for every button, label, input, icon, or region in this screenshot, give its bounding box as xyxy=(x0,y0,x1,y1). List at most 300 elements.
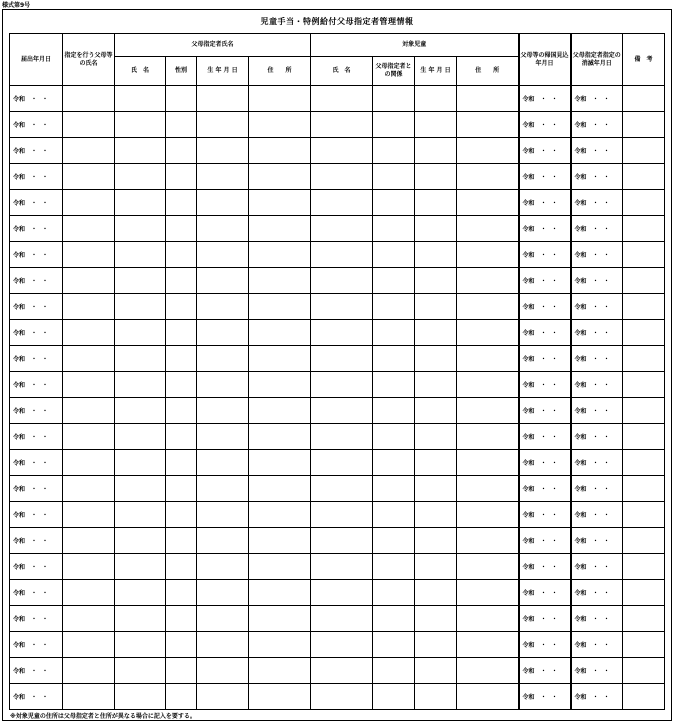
entry-cell[interactable] xyxy=(115,528,166,554)
entry-cell[interactable] xyxy=(623,164,665,190)
entry-cell[interactable] xyxy=(623,684,665,710)
entry-cell[interactable] xyxy=(373,476,415,502)
lapse-date-cell[interactable] xyxy=(571,658,623,684)
entry-cell[interactable] xyxy=(415,372,457,398)
lapse-date-cell[interactable] xyxy=(571,450,623,476)
lapse-date-cell[interactable] xyxy=(571,86,623,112)
entry-cell[interactable] xyxy=(166,632,197,658)
entry-cell[interactable] xyxy=(623,476,665,502)
notification-date-cell[interactable] xyxy=(10,216,63,242)
entry-cell[interactable] xyxy=(197,398,249,424)
entry-cell[interactable] xyxy=(373,164,415,190)
entry-cell[interactable] xyxy=(249,476,311,502)
entry-cell[interactable] xyxy=(249,164,311,190)
entry-cell[interactable] xyxy=(115,164,166,190)
lapse-date-cell[interactable] xyxy=(571,424,623,450)
entry-cell[interactable] xyxy=(166,138,197,164)
lapse-date-cell[interactable] xyxy=(571,268,623,294)
entry-cell[interactable] xyxy=(249,138,311,164)
entry-cell[interactable] xyxy=(623,528,665,554)
notification-date-cell[interactable] xyxy=(10,398,63,424)
entry-cell[interactable] xyxy=(373,554,415,580)
notification-date-cell[interactable] xyxy=(10,476,63,502)
entry-cell[interactable] xyxy=(63,554,115,580)
entry-cell[interactable] xyxy=(415,138,457,164)
entry-cell[interactable] xyxy=(311,112,373,138)
entry-cell[interactable] xyxy=(415,632,457,658)
entry-cell[interactable] xyxy=(63,138,115,164)
entry-cell[interactable] xyxy=(197,164,249,190)
lapse-date-cell[interactable] xyxy=(571,190,623,216)
entry-cell[interactable] xyxy=(197,216,249,242)
end-date-cell[interactable] xyxy=(519,424,571,450)
entry-cell[interactable] xyxy=(63,372,115,398)
notification-date-cell[interactable] xyxy=(10,450,63,476)
entry-cell[interactable] xyxy=(415,86,457,112)
entry-cell[interactable] xyxy=(115,658,166,684)
notification-date-cell[interactable] xyxy=(10,424,63,450)
entry-cell[interactable] xyxy=(197,632,249,658)
entry-cell[interactable] xyxy=(63,216,115,242)
entry-cell[interactable] xyxy=(311,424,373,450)
entry-cell[interactable] xyxy=(373,398,415,424)
entry-cell[interactable] xyxy=(457,528,519,554)
entry-cell[interactable] xyxy=(63,580,115,606)
notification-date-cell[interactable] xyxy=(10,684,63,710)
entry-cell[interactable] xyxy=(623,216,665,242)
entry-cell[interactable] xyxy=(249,502,311,528)
end-date-cell[interactable] xyxy=(519,216,571,242)
entry-cell[interactable] xyxy=(623,502,665,528)
entry-cell[interactable] xyxy=(415,112,457,138)
entry-cell[interactable] xyxy=(623,86,665,112)
end-date-cell[interactable] xyxy=(519,580,571,606)
lapse-date-cell[interactable] xyxy=(571,632,623,658)
entry-cell[interactable] xyxy=(623,632,665,658)
entry-cell[interactable] xyxy=(457,450,519,476)
entry-cell[interactable] xyxy=(457,684,519,710)
entry-cell[interactable] xyxy=(623,294,665,320)
notification-date-cell[interactable] xyxy=(10,320,63,346)
entry-cell[interactable] xyxy=(415,268,457,294)
lapse-date-cell[interactable] xyxy=(571,346,623,372)
entry-cell[interactable] xyxy=(311,476,373,502)
lapse-date-cell[interactable] xyxy=(571,372,623,398)
entry-cell[interactable] xyxy=(197,424,249,450)
entry-cell[interactable] xyxy=(373,684,415,710)
entry-cell[interactable] xyxy=(373,320,415,346)
entry-cell[interactable] xyxy=(249,684,311,710)
entry-cell[interactable] xyxy=(457,476,519,502)
entry-cell[interactable] xyxy=(249,372,311,398)
entry-cell[interactable] xyxy=(63,268,115,294)
entry-cell[interactable] xyxy=(197,450,249,476)
entry-cell[interactable] xyxy=(63,346,115,372)
entry-cell[interactable] xyxy=(311,632,373,658)
entry-cell[interactable] xyxy=(457,346,519,372)
entry-cell[interactable] xyxy=(311,346,373,372)
entry-cell[interactable] xyxy=(415,684,457,710)
entry-cell[interactable] xyxy=(373,580,415,606)
entry-cell[interactable] xyxy=(166,268,197,294)
entry-cell[interactable] xyxy=(249,398,311,424)
entry-cell[interactable] xyxy=(63,450,115,476)
entry-cell[interactable] xyxy=(311,684,373,710)
entry-cell[interactable] xyxy=(63,632,115,658)
entry-cell[interactable] xyxy=(623,658,665,684)
entry-cell[interactable] xyxy=(415,190,457,216)
notification-date-cell[interactable] xyxy=(10,606,63,632)
entry-cell[interactable] xyxy=(373,268,415,294)
entry-cell[interactable] xyxy=(197,112,249,138)
entry-cell[interactable] xyxy=(115,216,166,242)
notification-date-cell[interactable] xyxy=(10,164,63,190)
entry-cell[interactable] xyxy=(249,216,311,242)
entry-cell[interactable] xyxy=(311,268,373,294)
entry-cell[interactable] xyxy=(457,268,519,294)
entry-cell[interactable] xyxy=(197,684,249,710)
entry-cell[interactable] xyxy=(166,294,197,320)
entry-cell[interactable] xyxy=(249,320,311,346)
entry-cell[interactable] xyxy=(197,190,249,216)
end-date-cell[interactable] xyxy=(519,502,571,528)
entry-cell[interactable] xyxy=(249,190,311,216)
lapse-date-cell[interactable] xyxy=(571,502,623,528)
entry-cell[interactable] xyxy=(373,138,415,164)
entry-cell[interactable] xyxy=(166,86,197,112)
entry-cell[interactable] xyxy=(197,658,249,684)
entry-cell[interactable] xyxy=(457,606,519,632)
entry-cell[interactable] xyxy=(457,138,519,164)
entry-cell[interactable] xyxy=(373,528,415,554)
entry-cell[interactable] xyxy=(197,606,249,632)
entry-cell[interactable] xyxy=(311,606,373,632)
lapse-date-cell[interactable] xyxy=(571,216,623,242)
entry-cell[interactable] xyxy=(115,294,166,320)
entry-cell[interactable] xyxy=(457,632,519,658)
entry-cell[interactable] xyxy=(115,450,166,476)
entry-cell[interactable] xyxy=(249,86,311,112)
lapse-date-cell[interactable] xyxy=(571,398,623,424)
entry-cell[interactable] xyxy=(166,242,197,268)
lapse-date-cell[interactable] xyxy=(571,320,623,346)
entry-cell[interactable] xyxy=(197,268,249,294)
notification-date-cell[interactable] xyxy=(10,138,63,164)
entry-cell[interactable] xyxy=(115,190,166,216)
entry-cell[interactable] xyxy=(115,632,166,658)
end-date-cell[interactable] xyxy=(519,294,571,320)
entry-cell[interactable] xyxy=(197,346,249,372)
notification-date-cell[interactable] xyxy=(10,502,63,528)
entry-cell[interactable] xyxy=(311,190,373,216)
end-date-cell[interactable] xyxy=(519,190,571,216)
lapse-date-cell[interactable] xyxy=(571,606,623,632)
notification-date-cell[interactable] xyxy=(10,190,63,216)
entry-cell[interactable] xyxy=(115,320,166,346)
entry-cell[interactable] xyxy=(457,242,519,268)
entry-cell[interactable] xyxy=(415,242,457,268)
entry-cell[interactable] xyxy=(249,554,311,580)
entry-cell[interactable] xyxy=(197,86,249,112)
entry-cell[interactable] xyxy=(115,112,166,138)
entry-cell[interactable] xyxy=(115,554,166,580)
notification-date-cell[interactable] xyxy=(10,268,63,294)
entry-cell[interactable] xyxy=(311,502,373,528)
end-date-cell[interactable] xyxy=(519,164,571,190)
entry-cell[interactable] xyxy=(115,346,166,372)
entry-cell[interactable] xyxy=(166,424,197,450)
entry-cell[interactable] xyxy=(415,606,457,632)
entry-cell[interactable] xyxy=(457,554,519,580)
entry-cell[interactable] xyxy=(457,320,519,346)
lapse-date-cell[interactable] xyxy=(571,138,623,164)
entry-cell[interactable] xyxy=(623,554,665,580)
entry-cell[interactable] xyxy=(373,502,415,528)
entry-cell[interactable] xyxy=(623,112,665,138)
entry-cell[interactable] xyxy=(415,398,457,424)
entry-cell[interactable] xyxy=(457,398,519,424)
notification-date-cell[interactable] xyxy=(10,112,63,138)
entry-cell[interactable] xyxy=(457,86,519,112)
end-date-cell[interactable] xyxy=(519,138,571,164)
entry-cell[interactable] xyxy=(115,138,166,164)
end-date-cell[interactable] xyxy=(519,86,571,112)
notification-date-cell[interactable] xyxy=(10,346,63,372)
end-date-cell[interactable] xyxy=(519,632,571,658)
entry-cell[interactable] xyxy=(115,372,166,398)
entry-cell[interactable] xyxy=(415,528,457,554)
entry-cell[interactable] xyxy=(166,190,197,216)
entry-cell[interactable] xyxy=(115,476,166,502)
entry-cell[interactable] xyxy=(197,554,249,580)
notification-date-cell[interactable] xyxy=(10,372,63,398)
entry-cell[interactable] xyxy=(373,658,415,684)
entry-cell[interactable] xyxy=(63,112,115,138)
entry-cell[interactable] xyxy=(457,424,519,450)
entry-cell[interactable] xyxy=(373,86,415,112)
entry-cell[interactable] xyxy=(311,580,373,606)
entry-cell[interactable] xyxy=(623,242,665,268)
lapse-date-cell[interactable] xyxy=(571,294,623,320)
entry-cell[interactable] xyxy=(249,424,311,450)
entry-cell[interactable] xyxy=(115,86,166,112)
entry-cell[interactable] xyxy=(249,580,311,606)
entry-cell[interactable] xyxy=(457,294,519,320)
entry-cell[interactable] xyxy=(457,658,519,684)
entry-cell[interactable] xyxy=(249,268,311,294)
entry-cell[interactable] xyxy=(457,372,519,398)
entry-cell[interactable] xyxy=(166,112,197,138)
entry-cell[interactable] xyxy=(63,658,115,684)
entry-cell[interactable] xyxy=(166,554,197,580)
entry-cell[interactable] xyxy=(623,398,665,424)
entry-cell[interactable] xyxy=(249,450,311,476)
entry-cell[interactable] xyxy=(415,450,457,476)
entry-cell[interactable] xyxy=(415,216,457,242)
entry-cell[interactable] xyxy=(623,138,665,164)
end-date-cell[interactable] xyxy=(519,346,571,372)
entry-cell[interactable] xyxy=(166,372,197,398)
entry-cell[interactable] xyxy=(457,216,519,242)
entry-cell[interactable] xyxy=(197,528,249,554)
end-date-cell[interactable] xyxy=(519,554,571,580)
entry-cell[interactable] xyxy=(311,216,373,242)
lapse-date-cell[interactable] xyxy=(571,554,623,580)
lapse-date-cell[interactable] xyxy=(571,112,623,138)
entry-cell[interactable] xyxy=(373,632,415,658)
entry-cell[interactable] xyxy=(166,528,197,554)
entry-cell[interactable] xyxy=(115,684,166,710)
entry-cell[interactable] xyxy=(166,580,197,606)
lapse-date-cell[interactable] xyxy=(571,242,623,268)
entry-cell[interactable] xyxy=(115,424,166,450)
entry-cell[interactable] xyxy=(623,450,665,476)
entry-cell[interactable] xyxy=(415,554,457,580)
entry-cell[interactable] xyxy=(115,580,166,606)
entry-cell[interactable] xyxy=(197,294,249,320)
entry-cell[interactable] xyxy=(623,320,665,346)
entry-cell[interactable] xyxy=(63,320,115,346)
entry-cell[interactable] xyxy=(197,502,249,528)
entry-cell[interactable] xyxy=(311,398,373,424)
entry-cell[interactable] xyxy=(415,164,457,190)
entry-cell[interactable] xyxy=(311,138,373,164)
entry-cell[interactable] xyxy=(623,424,665,450)
end-date-cell[interactable] xyxy=(519,268,571,294)
entry-cell[interactable] xyxy=(311,86,373,112)
entry-cell[interactable] xyxy=(311,164,373,190)
entry-cell[interactable] xyxy=(63,190,115,216)
entry-cell[interactable] xyxy=(623,580,665,606)
entry-cell[interactable] xyxy=(249,294,311,320)
entry-cell[interactable] xyxy=(457,502,519,528)
entry-cell[interactable] xyxy=(63,164,115,190)
entry-cell[interactable] xyxy=(249,528,311,554)
lapse-date-cell[interactable] xyxy=(571,164,623,190)
entry-cell[interactable] xyxy=(623,190,665,216)
end-date-cell[interactable] xyxy=(519,528,571,554)
entry-cell[interactable] xyxy=(115,268,166,294)
entry-cell[interactable] xyxy=(623,372,665,398)
entry-cell[interactable] xyxy=(166,684,197,710)
entry-cell[interactable] xyxy=(311,554,373,580)
entry-cell[interactable] xyxy=(63,294,115,320)
entry-cell[interactable] xyxy=(63,398,115,424)
notification-date-cell[interactable] xyxy=(10,294,63,320)
entry-cell[interactable] xyxy=(166,164,197,190)
entry-cell[interactable] xyxy=(415,424,457,450)
end-date-cell[interactable] xyxy=(519,658,571,684)
entry-cell[interactable] xyxy=(373,606,415,632)
entry-cell[interactable] xyxy=(115,398,166,424)
entry-cell[interactable] xyxy=(63,684,115,710)
entry-cell[interactable] xyxy=(63,528,115,554)
entry-cell[interactable] xyxy=(311,528,373,554)
entry-cell[interactable] xyxy=(63,502,115,528)
entry-cell[interactable] xyxy=(373,450,415,476)
entry-cell[interactable] xyxy=(415,476,457,502)
entry-cell[interactable] xyxy=(415,294,457,320)
notification-date-cell[interactable] xyxy=(10,632,63,658)
entry-cell[interactable] xyxy=(373,372,415,398)
end-date-cell[interactable] xyxy=(519,112,571,138)
entry-cell[interactable] xyxy=(311,372,373,398)
entry-cell[interactable] xyxy=(311,242,373,268)
end-date-cell[interactable] xyxy=(519,450,571,476)
entry-cell[interactable] xyxy=(311,450,373,476)
notification-date-cell[interactable] xyxy=(10,528,63,554)
entry-cell[interactable] xyxy=(415,346,457,372)
lapse-date-cell[interactable] xyxy=(571,580,623,606)
entry-cell[interactable] xyxy=(249,242,311,268)
entry-cell[interactable] xyxy=(197,138,249,164)
notification-date-cell[interactable] xyxy=(10,86,63,112)
lapse-date-cell[interactable] xyxy=(571,528,623,554)
entry-cell[interactable] xyxy=(311,320,373,346)
entry-cell[interactable] xyxy=(197,580,249,606)
entry-cell[interactable] xyxy=(623,268,665,294)
notification-date-cell[interactable] xyxy=(10,242,63,268)
entry-cell[interactable] xyxy=(457,580,519,606)
entry-cell[interactable] xyxy=(457,112,519,138)
entry-cell[interactable] xyxy=(63,606,115,632)
lapse-date-cell[interactable] xyxy=(571,476,623,502)
entry-cell[interactable] xyxy=(166,450,197,476)
end-date-cell[interactable] xyxy=(519,476,571,502)
end-date-cell[interactable] xyxy=(519,372,571,398)
entry-cell[interactable] xyxy=(415,320,457,346)
entry-cell[interactable] xyxy=(249,632,311,658)
entry-cell[interactable] xyxy=(166,398,197,424)
entry-cell[interactable] xyxy=(623,346,665,372)
entry-cell[interactable] xyxy=(166,658,197,684)
entry-cell[interactable] xyxy=(63,476,115,502)
entry-cell[interactable] xyxy=(166,502,197,528)
entry-cell[interactable] xyxy=(166,476,197,502)
notification-date-cell[interactable] xyxy=(10,580,63,606)
entry-cell[interactable] xyxy=(373,190,415,216)
entry-cell[interactable] xyxy=(197,242,249,268)
entry-cell[interactable] xyxy=(166,320,197,346)
entry-cell[interactable] xyxy=(415,658,457,684)
entry-cell[interactable] xyxy=(311,294,373,320)
end-date-cell[interactable] xyxy=(519,320,571,346)
entry-cell[interactable] xyxy=(373,112,415,138)
notification-date-cell[interactable] xyxy=(10,658,63,684)
end-date-cell[interactable] xyxy=(519,684,571,710)
entry-cell[interactable] xyxy=(197,476,249,502)
entry-cell[interactable] xyxy=(166,346,197,372)
entry-cell[interactable] xyxy=(166,606,197,632)
end-date-cell[interactable] xyxy=(519,606,571,632)
entry-cell[interactable] xyxy=(373,294,415,320)
entry-cell[interactable] xyxy=(249,606,311,632)
entry-cell[interactable] xyxy=(63,424,115,450)
entry-cell[interactable] xyxy=(623,606,665,632)
entry-cell[interactable] xyxy=(457,190,519,216)
entry-cell[interactable] xyxy=(373,242,415,268)
entry-cell[interactable] xyxy=(373,346,415,372)
entry-cell[interactable] xyxy=(115,606,166,632)
entry-cell[interactable] xyxy=(63,242,115,268)
entry-cell[interactable] xyxy=(63,86,115,112)
entry-cell[interactable] xyxy=(415,502,457,528)
entry-cell[interactable] xyxy=(115,502,166,528)
entry-cell[interactable] xyxy=(197,320,249,346)
entry-cell[interactable] xyxy=(115,242,166,268)
lapse-date-cell[interactable] xyxy=(571,684,623,710)
entry-cell[interactable] xyxy=(249,346,311,372)
